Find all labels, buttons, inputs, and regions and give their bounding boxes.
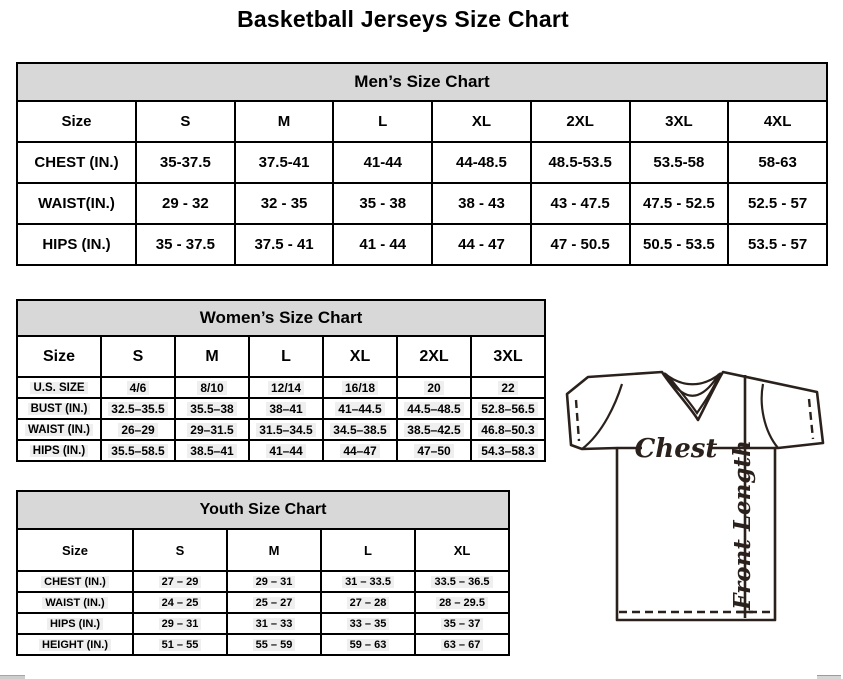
size-value-cell: 38 - 43 (432, 183, 531, 224)
table-row (17, 377, 545, 398)
size-column-header: Size (17, 101, 136, 142)
cell-text: 63 – 67 (441, 639, 484, 651)
column-header-s: S (136, 101, 235, 142)
size-value-cell (227, 571, 321, 592)
size-value-cell (323, 440, 397, 461)
size-value-cell: 41 - 44 (333, 224, 432, 265)
cell-text: 35.5–38 (187, 402, 236, 416)
size-column-header: Size (17, 336, 101, 377)
size-value-cell (175, 398, 249, 419)
row-label: CHEST (IN.) (17, 142, 136, 183)
cell-text: 31 – 33 (253, 618, 296, 630)
size-value-cell (415, 571, 509, 592)
cell-text: WAIST (IN.) (42, 597, 107, 609)
cell-text: 59 – 63 (347, 639, 390, 651)
cell-text: 31 – 33.5 (342, 576, 394, 588)
size-value-cell (101, 419, 175, 440)
size-value-cell (397, 419, 471, 440)
size-value-cell (101, 440, 175, 461)
size-value-cell: 52.5 - 57 (728, 183, 827, 224)
size-value-cell: 53.5 - 57 (728, 224, 827, 265)
size-value-cell: 43 - 47.5 (531, 183, 630, 224)
cell-text: 52.8–56.5 (478, 402, 537, 416)
mens-size-chart-table (16, 62, 828, 266)
jersey-diagram (558, 363, 843, 631)
column-header-3xl: 3XL (471, 336, 545, 377)
size-header-row (17, 101, 827, 142)
column-header-l: L (249, 336, 323, 377)
right-cuff-dashed-line (809, 399, 813, 439)
column-header-m: M (235, 101, 334, 142)
cell-text: 29–31.5 (187, 423, 236, 437)
size-value-cell (323, 419, 397, 440)
size-value-cell (175, 440, 249, 461)
cell-text: 26–29 (118, 423, 157, 437)
cell-text: 54.3–58.3 (478, 444, 537, 458)
size-value-cell (227, 613, 321, 634)
cell-text: 46.8–50.3 (478, 423, 537, 437)
cell-text: 35 – 37 (441, 618, 484, 630)
size-value-cell: 35 - 38 (333, 183, 432, 224)
size-value-cell (133, 613, 227, 634)
womens-size-chart-table (16, 299, 546, 462)
row-label: HIPS (IN.) (17, 224, 136, 265)
row-label (17, 613, 133, 634)
cell-text: 27 – 29 (159, 576, 202, 588)
size-value-cell: 32 - 35 (235, 183, 334, 224)
size-value-cell (321, 613, 415, 634)
table-row (17, 613, 509, 634)
row-label (17, 571, 133, 592)
youth-size-chart-table (16, 490, 510, 656)
size-value-cell (471, 377, 545, 398)
size-value-cell: 29 - 32 (136, 183, 235, 224)
size-value-cell (415, 634, 509, 655)
jersey-outline (567, 372, 823, 620)
size-value-cell (471, 440, 545, 461)
left-cuff-dashed-line (576, 400, 579, 441)
size-header-row (17, 336, 545, 377)
size-value-cell (323, 377, 397, 398)
row-label (17, 634, 133, 655)
size-value-cell (101, 377, 175, 398)
size-column-header: Size (17, 529, 133, 571)
table-row (17, 440, 545, 461)
size-value-cell (175, 419, 249, 440)
size-value-cell (133, 592, 227, 613)
cell-text: 55 – 59 (253, 639, 296, 651)
size-value-cell: 47.5 - 52.5 (630, 183, 729, 224)
cell-text: 29 – 31 (253, 576, 296, 588)
cell-text: CHEST (IN.) (41, 576, 109, 588)
size-value-cell: 48.5-53.5 (531, 142, 630, 183)
table-title: Men’s Size Chart (17, 63, 827, 101)
table-title: Youth Size Chart (17, 491, 509, 529)
size-value-cell (227, 592, 321, 613)
cell-text: 41–44.5 (335, 402, 384, 416)
size-value-cell: 44 - 47 (432, 224, 531, 265)
size-value-cell (471, 398, 545, 419)
cell-text: 22 (498, 381, 517, 395)
size-value-cell (397, 377, 471, 398)
left-sleeve-seam (582, 384, 622, 449)
size-value-cell: 53.5-58 (630, 142, 729, 183)
column-header-2xl: 2XL (397, 336, 471, 377)
cell-text: BUST (IN.) (28, 403, 91, 415)
table-row (17, 398, 545, 419)
cell-text: 38.5–42.5 (404, 423, 463, 437)
size-value-cell (133, 634, 227, 655)
page-title: Basketball Jerseys Size Chart (237, 6, 569, 32)
cell-text: 41–44 (266, 444, 305, 458)
cell-text: HIPS (IN.) (47, 618, 103, 630)
cell-text: 31.5–34.5 (256, 423, 315, 437)
size-value-cell (471, 419, 545, 440)
size-value-cell (397, 398, 471, 419)
size-value-cell (101, 398, 175, 419)
column-header-xl: XL (323, 336, 397, 377)
cell-text: 47–50 (414, 444, 453, 458)
column-header-m: M (175, 336, 249, 377)
cell-text: 12/14 (268, 381, 304, 395)
size-value-cell: 58-63 (728, 142, 827, 183)
cell-text: 25 – 27 (253, 597, 296, 609)
right-sleeve-seam (762, 384, 778, 448)
size-value-cell: 35 - 37.5 (136, 224, 235, 265)
size-value-cell: 41-44 (333, 142, 432, 183)
size-value-cell (249, 440, 323, 461)
table-row (17, 142, 827, 183)
table-row (17, 224, 827, 265)
cell-text: 44.5–48.5 (404, 402, 463, 416)
cell-text: WAIST (IN.) (25, 424, 93, 436)
size-value-cell: 35-37.5 (136, 142, 235, 183)
horizontal-scrollbar-fragment-right[interactable] (817, 675, 841, 679)
table-row (17, 419, 545, 440)
cell-text: 16/18 (342, 381, 378, 395)
size-value-cell (249, 377, 323, 398)
cell-text: 20 (424, 381, 443, 395)
cell-text: 51 – 55 (159, 639, 202, 651)
size-value-cell: 37.5 - 41 (235, 224, 334, 265)
table-title-row (17, 300, 545, 336)
size-value-cell (321, 634, 415, 655)
size-value-cell (397, 440, 471, 461)
row-label (17, 377, 101, 398)
table-title-row (17, 491, 509, 529)
cell-text: 28 – 29.5 (436, 597, 488, 609)
table-title: Women’s Size Chart (17, 300, 545, 336)
cell-text: U.S. SIZE (30, 382, 87, 394)
row-label: WAIST(IN.) (17, 183, 136, 224)
column-header-3xl: 3XL (630, 101, 729, 142)
size-value-cell: 47 - 50.5 (531, 224, 630, 265)
cell-text: 35.5–58.5 (108, 444, 167, 458)
cell-text: 34.5–38.5 (330, 423, 389, 437)
column-header-s: S (101, 336, 175, 377)
column-header-4xl: 4XL (728, 101, 827, 142)
column-header-s: S (133, 529, 227, 571)
cell-text: HEIGHT (IN.) (39, 639, 111, 651)
column-header-l: L (321, 529, 415, 571)
size-value-cell (321, 592, 415, 613)
row-label (17, 398, 101, 419)
size-value-cell (175, 377, 249, 398)
row-label (17, 440, 101, 461)
cell-text: 29 – 31 (159, 618, 202, 630)
cell-text: 38.5–41 (187, 444, 236, 458)
table-row (17, 634, 509, 655)
size-value-cell (415, 592, 509, 613)
cell-text: HIPS (IN.) (30, 445, 88, 457)
cell-text: 32.5–35.5 (108, 402, 167, 416)
size-value-cell (249, 419, 323, 440)
column-header-xl: XL (432, 101, 531, 142)
row-label (17, 592, 133, 613)
column-header-m: M (227, 529, 321, 571)
table-row (17, 183, 827, 224)
size-value-cell (227, 634, 321, 655)
size-value-cell: 50.5 - 53.5 (630, 224, 729, 265)
front-length-label: Front Length (729, 440, 756, 610)
column-header-xl: XL (415, 529, 509, 571)
cell-text: 33.5 – 36.5 (431, 576, 492, 588)
cell-text: 38–41 (266, 402, 305, 416)
column-header-l: L (333, 101, 432, 142)
chest-label: Chest (634, 434, 718, 464)
column-header-2xl: 2XL (531, 101, 630, 142)
cell-text: 27 – 28 (347, 597, 390, 609)
size-value-cell (323, 398, 397, 419)
cell-text: 44–47 (340, 444, 379, 458)
cell-text: 4/6 (127, 381, 150, 395)
row-label (17, 419, 101, 440)
cell-text: 8/10 (197, 381, 226, 395)
size-header-row (17, 529, 509, 571)
size-value-cell (133, 571, 227, 592)
cell-text: 24 – 25 (159, 597, 202, 609)
table-row (17, 592, 509, 613)
table-row (17, 571, 509, 592)
horizontal-scrollbar-fragment-left[interactable] (0, 675, 25, 679)
size-value-cell (415, 613, 509, 634)
size-value-cell: 44-48.5 (432, 142, 531, 183)
table-title-row (17, 63, 827, 101)
cell-text: 33 – 35 (347, 618, 390, 630)
size-value-cell (321, 571, 415, 592)
size-value-cell (249, 398, 323, 419)
size-value-cell: 37.5-41 (235, 142, 334, 183)
